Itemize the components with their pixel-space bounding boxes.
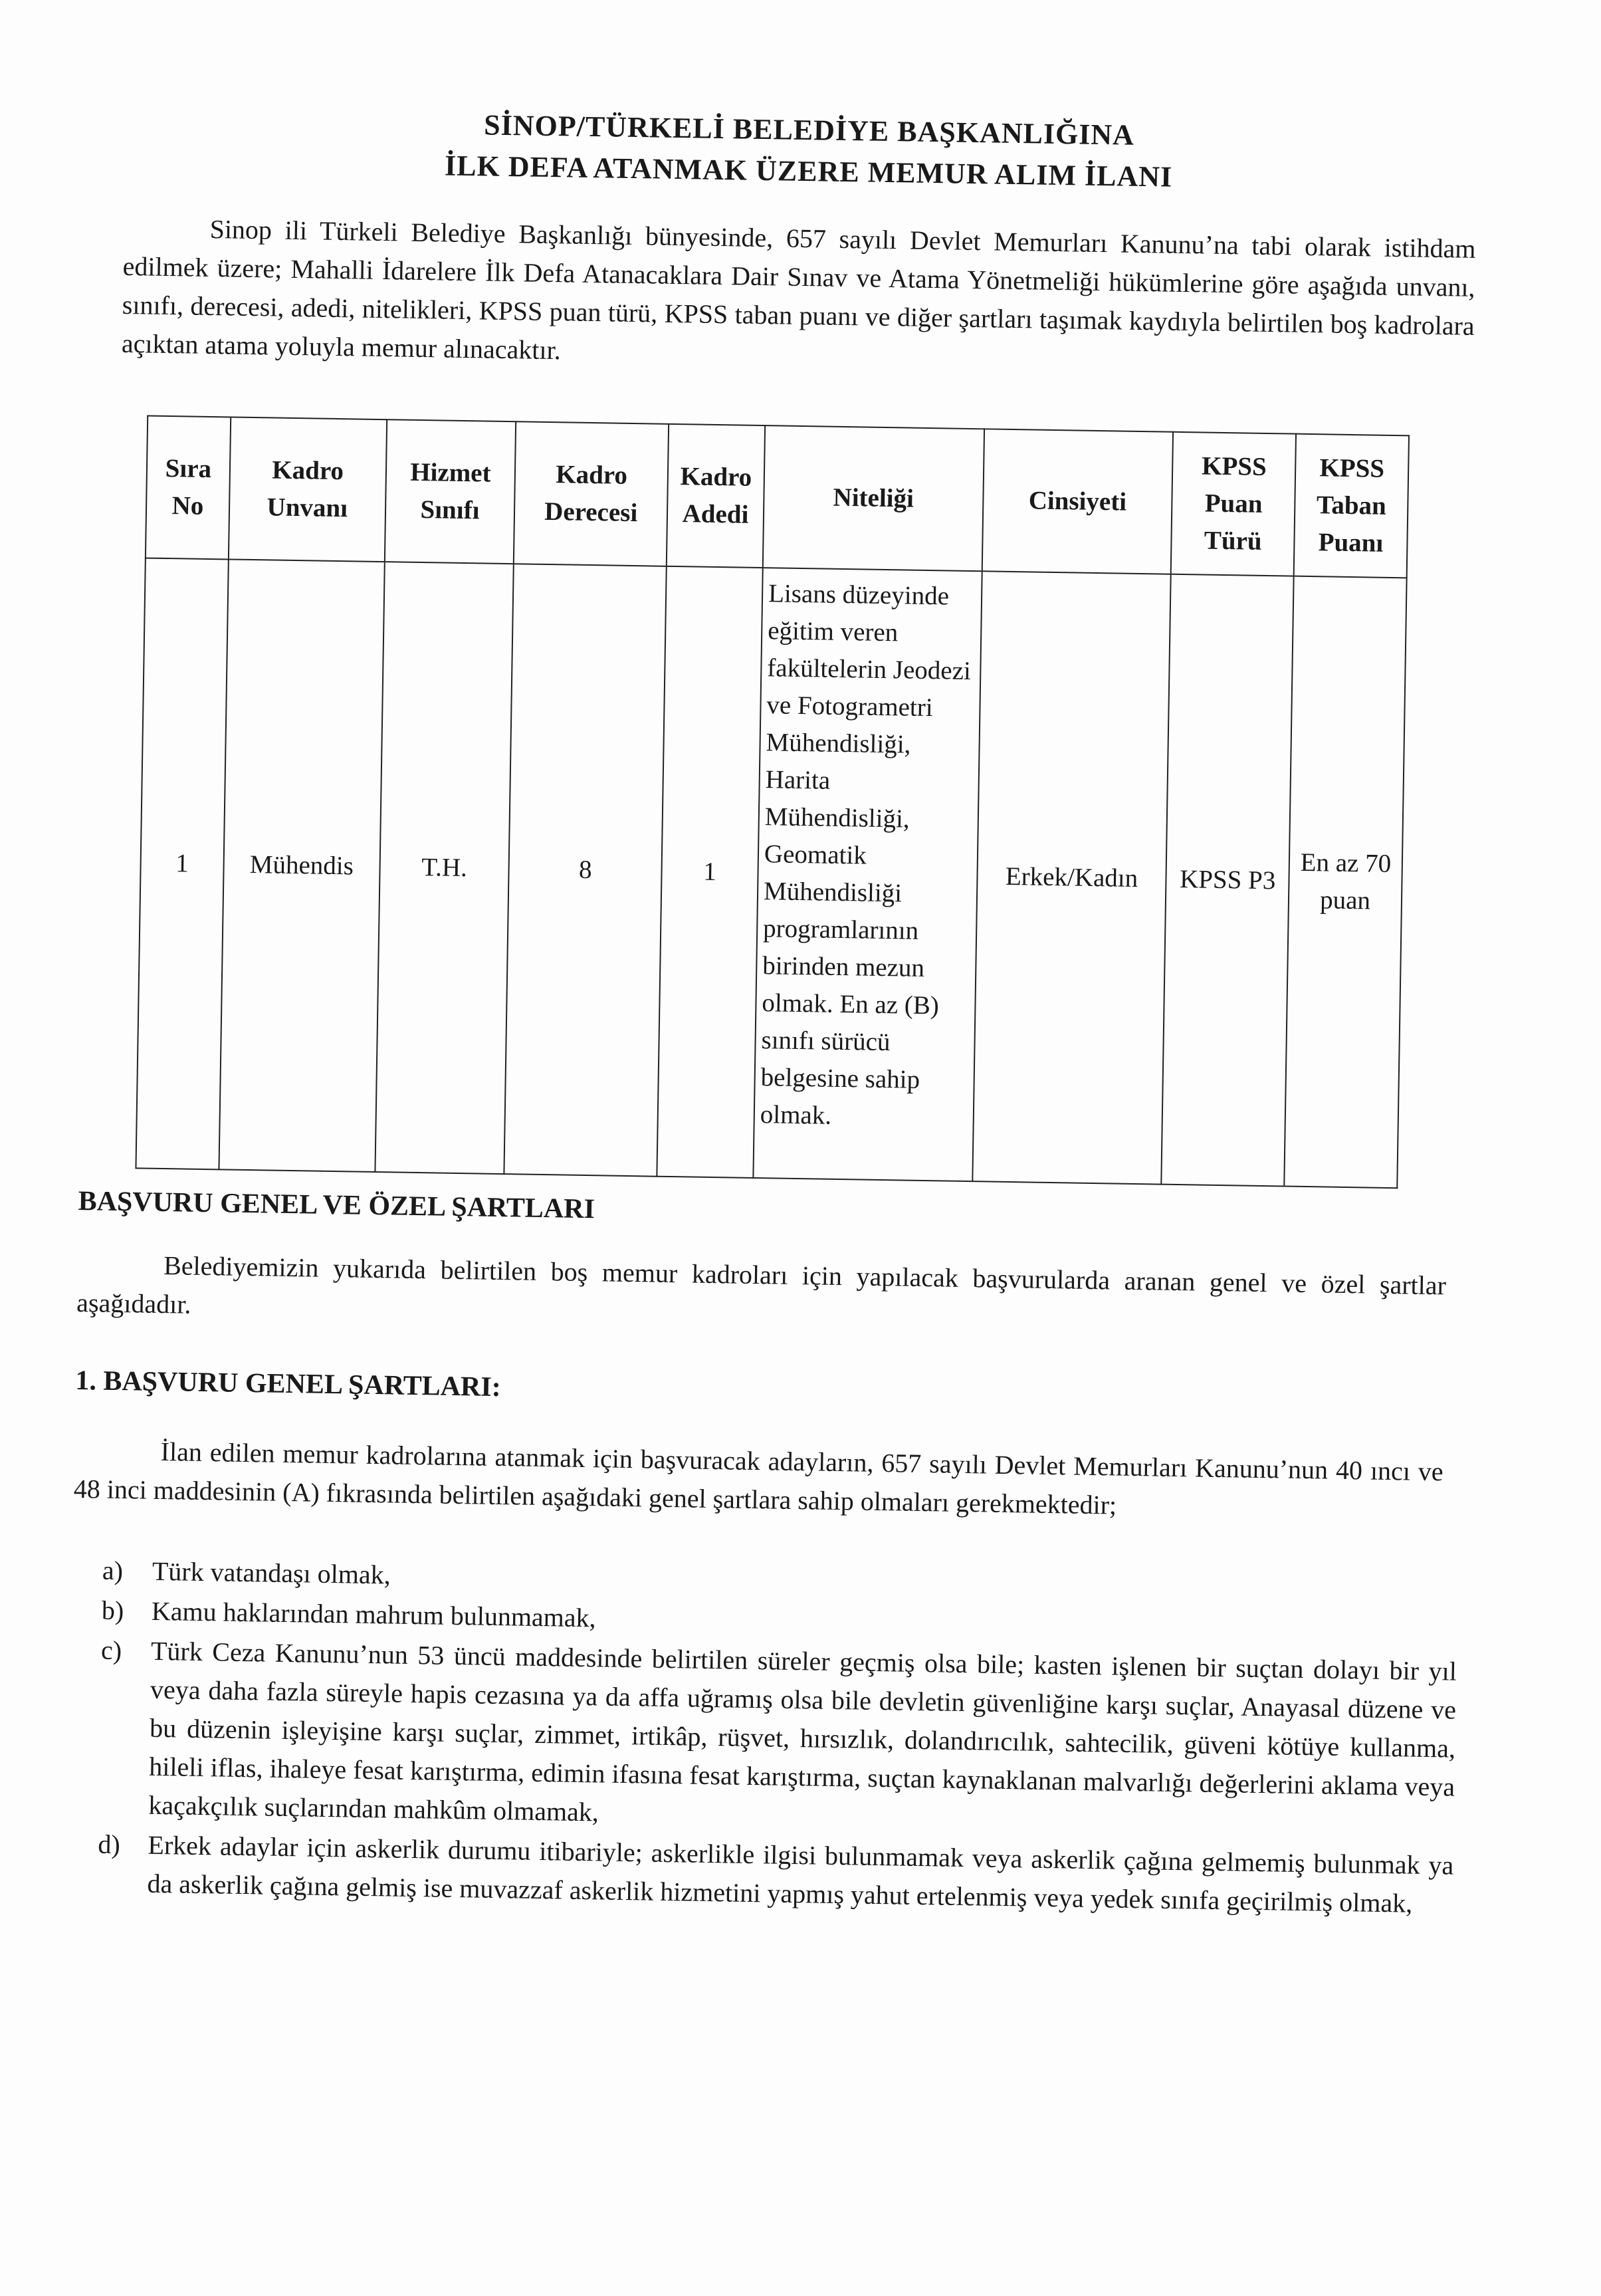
section-heading-basvuru: BAŞVURU GENEL VE ÖZEL ŞARTLARI	[78, 1186, 595, 1225]
header-kadro-derecesi: Kadro Derecesi	[514, 421, 669, 566]
header-hizmet-sinifi: Hizmet Sınıfı	[384, 419, 516, 564]
cell-adet: 1	[657, 566, 762, 1178]
cell-taban-puani: En az 70 puan	[1284, 576, 1406, 1189]
cell-derece: 8	[504, 564, 667, 1176]
list-text: Türk vatandaşı olmak,	[152, 1555, 391, 1590]
position-table	[135, 415, 1410, 1189]
cell-sinif: T.H.	[375, 562, 514, 1174]
list-marker: b)	[101, 1595, 124, 1626]
cell-nitelik: Lisans düzeyinde eğitim veren fakültelerin Jeodezi ve Fotogrametri Mühendisliği, Harita Mühendisliği, Geomatik Mühendisliği programlarının birinden mezun olmak. En az (B) sınıfı sürücü belgesine sahip olmak.	[753, 568, 982, 1181]
table-row	[136, 558, 1406, 1188]
table-header-row	[146, 416, 1409, 578]
header-cinsiyeti: Cinsiyeti	[982, 429, 1173, 574]
header-kadro-adedi: Kadro Adedi	[667, 424, 765, 568]
cell-sira: 1	[136, 558, 228, 1169]
list-text: Kamu haklarından mahrum bulunmamak,	[151, 1595, 596, 1633]
list-marker: d)	[98, 1829, 121, 1860]
list-text: Türk Ceza Kanunu’nun 53 üncü maddesinde belirtilen süreler geçmiş olsa bile; kasten işlenen bir suçtan dolayı bir yıl veya daha fazla süreyle hapis cezasına ya da affa uğramış olsa bile devletin güvenliğine karşı suçlar, Anayasal düzene ve bu düzenin işleyişine karşı suçlar, zimmet, irtikâp, rüşvet, hırsızlık, dolandırıcılık, sahtecilik, güveni kötüye kullanma, hileli iflas, ihaleye fesat karıştırma, edimin ifasına fesat karıştırma, suçtan kaynaklanan malvarlığı değerlerini aklama veya kaçakçılık suçlarından mahkûm olmamak,	[148, 1635, 1457, 1827]
section-heading-genel-sartlar: 1. BAŞVURU GENEL ŞARTLARI:	[75, 1365, 502, 1403]
cell-puan-turu: KPSS P3	[1162, 574, 1294, 1187]
header-kpss-taban-puani: KPSS Taban Puanı	[1294, 434, 1409, 578]
title-line-2: İLK DEFA ATANMAK ÜZERE MEMUR ALIM İLANI	[444, 149, 1173, 193]
list-text: Erkek adaylar için askerlik durumu itibariyle; askerlikle ilgisi bulunmamak veya askerlik çağına gelmemiş bulunmak ya da askerlik çağına gelmiş ise muvazzaf askerlik hizmetini yapmış yahut ertelenmiş veya yedek sınıfa geçirilmiş olmak,	[147, 1829, 1454, 1918]
header-niteligi: Niteliği	[763, 425, 984, 571]
list-item	[98, 1631, 1457, 1845]
cell-unvan: Mühendis	[219, 559, 384, 1172]
section-paragraph-genel-sartlar: İlan edilen memur kadrolarına atanmak için başvuracak adayların, 657 sayılı Devlet Memurları Kanunu’nun 40 ıncı ve 48 inci maddesinin (A) fıkrasında belirtilen aşağıdaki genel şartlara sahip olmaları gerekmektedir;	[73, 1436, 1443, 1520]
requirements-list	[97, 1551, 1458, 1925]
intro-paragraph: Sinop ili Türkeli Belediye Başkanlığı bünyesinde, 657 sayılı Devlet Memurları Kanunu’na tabi olarak istihdam edilmek üzere; Mahalli İdarelere İlk Defa Atanacaklara Dair Sınav ve Atama Yönetmeliği hükümlerine göre aşağıda unvanı, sınıfı, derecesi, adedi, nitelikleri, KPSS puan türü, KPSS taban puanı ve diğer şartları taşımak kaydıyla belirtilen boş kadrolara açıktan atama yoluyla memur alınacaktır.	[121, 213, 1476, 366]
list-marker: a)	[102, 1555, 124, 1586]
header-sira-no: Sıra No	[146, 416, 231, 560]
section-paragraph-basvuru: Belediyemizin yukarıda belirtilen boş memur kadroları için yapılacak başvurularda aranan genel ve özel şartlar aşağıdadır.	[76, 1250, 1447, 1320]
cell-cinsiyet: Erkek/Kadın	[972, 571, 1171, 1184]
header-kadro-unvani: Kadro Unvanı	[229, 417, 387, 562]
header-kpss-puan-turu: KPSS Puan Türü	[1171, 432, 1296, 576]
list-marker: c)	[100, 1635, 122, 1666]
title-line-1: SİNOP/TÜRKELİ BELEDİYE BAŞKANLIĞINA	[483, 108, 1135, 152]
